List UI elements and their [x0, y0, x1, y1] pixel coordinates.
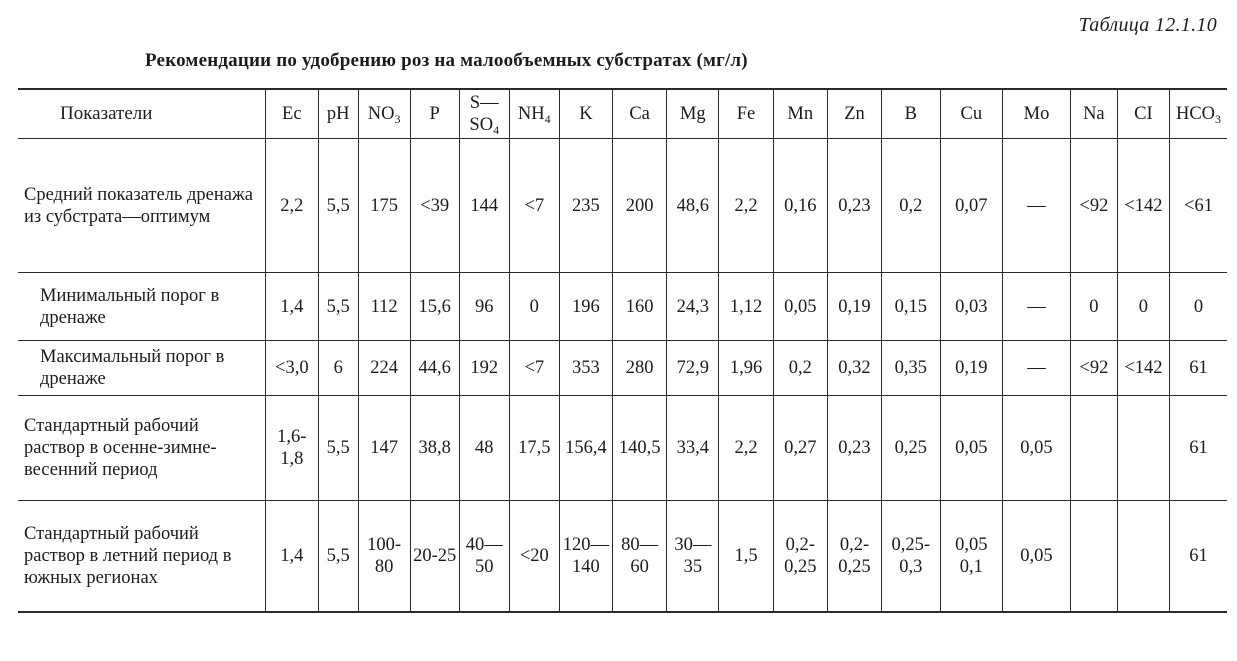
header-text: Na: [1083, 104, 1105, 124]
header-text: Cu: [960, 104, 983, 124]
header-cell-indicator: [18, 89, 265, 139]
table-number-label: Таблица 12.1.10: [1078, 14, 1217, 36]
value-cell: 175: [358, 139, 410, 273]
value-cell: 120—140: [559, 501, 612, 613]
header-cell-nh4: [509, 89, 559, 139]
header-text: Mg: [679, 104, 706, 124]
value-cell: 0,19: [827, 273, 881, 341]
header-text: NO: [367, 104, 395, 124]
value-cell: 147: [358, 396, 410, 501]
value-cell: 0,2-0,25: [827, 501, 881, 613]
row-label: Минимальный порог в дренаже: [18, 273, 265, 341]
value-cell: 353: [559, 341, 612, 396]
value-cell: 5,5: [318, 139, 358, 273]
header-cell-ca: [613, 89, 667, 139]
value-cell: 80—60: [613, 501, 667, 613]
value-cell: 0,2: [882, 139, 940, 273]
header-cell-k: [559, 89, 612, 139]
header-text: Ca: [629, 104, 650, 124]
value-cell: 24,3: [667, 273, 719, 341]
value-cell: 1,6-1,8: [265, 396, 318, 501]
header-cell-ci: [1117, 89, 1169, 139]
value-cell: 0,19: [940, 341, 1003, 396]
header-text: NH: [517, 104, 545, 124]
value-cell: 40—50: [459, 501, 509, 613]
value-cell: 17,5: [509, 396, 559, 501]
value-cell: 0: [1117, 273, 1169, 341]
table-row: [18, 501, 1227, 613]
table-title: Рекомендации по удобрению роз на малообъемных субстратах (мг/л): [145, 50, 748, 71]
value-cell: 0,15: [882, 273, 940, 341]
header-text: Показатели: [60, 103, 153, 124]
value-cell: 2,2: [265, 139, 318, 273]
table-row: [18, 139, 1227, 273]
header-subscript: 4: [493, 123, 500, 137]
value-cell: 0,05: [773, 273, 827, 341]
row-label: Максимальный порог в дренаже: [18, 341, 265, 396]
value-cell: 61: [1169, 501, 1227, 613]
value-cell: 235: [559, 139, 612, 273]
value-cell: 15,6: [410, 273, 459, 341]
value-cell: 33,4: [667, 396, 719, 501]
header-text: HCO: [1175, 104, 1216, 124]
header-text: B: [904, 104, 917, 124]
value-cell: 0,05: [940, 396, 1003, 501]
value-cell: 1,96: [719, 341, 773, 396]
value-cell: 0,16: [773, 139, 827, 273]
fertilizer-table: [18, 88, 1227, 613]
value-cell: 0,05: [1003, 501, 1071, 613]
header-cell-mo: [1003, 89, 1071, 139]
value-cell: <20: [509, 501, 559, 613]
header-subscript: 4: [544, 112, 551, 126]
value-cell: 0: [1070, 273, 1117, 341]
value-cell: [1117, 396, 1169, 501]
header-cell-ec: [265, 89, 318, 139]
header-cell-na: [1070, 89, 1117, 139]
header-text: Fe: [736, 104, 756, 124]
value-cell: 0,32: [827, 341, 881, 396]
value-cell: 20-25: [410, 501, 459, 613]
value-cell: 61: [1169, 396, 1227, 501]
header-text: pH: [326, 104, 350, 124]
header-text: Ec: [282, 104, 302, 124]
value-cell: 156,4: [559, 396, 612, 501]
value-cell: [1070, 501, 1117, 613]
value-cell: 44,6: [410, 341, 459, 396]
header-subscript: 3: [1215, 112, 1222, 126]
value-cell: 192: [459, 341, 509, 396]
value-cell: 200: [613, 139, 667, 273]
table-row: [18, 273, 1227, 341]
value-cell: 0,35: [882, 341, 940, 396]
value-cell: <92: [1070, 139, 1117, 273]
value-cell: 72,9: [667, 341, 719, 396]
row-label: Стандартный рабочий раствор в летний период в южных регионах: [18, 501, 265, 613]
value-cell: 5,5: [318, 273, 358, 341]
header-cell-no3: [358, 89, 410, 139]
value-cell: <142: [1117, 139, 1169, 273]
header-cell-p: [410, 89, 459, 139]
header-cell-mn: [773, 89, 827, 139]
header-text: Zn: [844, 104, 865, 124]
value-cell: 144: [459, 139, 509, 273]
value-cell: 5,5: [318, 501, 358, 613]
value-cell: 224: [358, 341, 410, 396]
value-cell: 30—35: [667, 501, 719, 613]
value-cell: [1070, 396, 1117, 501]
value-cell: 0,23: [827, 139, 881, 273]
value-cell: 0,05 0,1: [940, 501, 1003, 613]
value-cell: —: [1003, 341, 1071, 396]
value-cell: 0,2-0,25: [773, 501, 827, 613]
value-cell: <3,0: [265, 341, 318, 396]
row-label: Стандартный рабочий раствор в осенне-зимне-весенний период: [18, 396, 265, 501]
header-text: Mn: [787, 104, 814, 124]
value-cell: <7: [509, 139, 559, 273]
value-cell: 0,03: [940, 273, 1003, 341]
value-cell: 0,23: [827, 396, 881, 501]
value-cell: 0,25-0,3: [882, 501, 940, 613]
value-cell: <61: [1169, 139, 1227, 273]
value-cell: 0,25: [882, 396, 940, 501]
value-cell: 61: [1169, 341, 1227, 396]
header-cell-cu: [940, 89, 1003, 139]
header-cell-s-so4: [459, 89, 509, 139]
value-cell: 5,5: [318, 396, 358, 501]
value-cell: [1117, 501, 1169, 613]
header-text: CI: [1134, 104, 1153, 124]
table-row: [18, 341, 1227, 396]
value-cell: 0: [1169, 273, 1227, 341]
value-cell: 1,12: [719, 273, 773, 341]
header-cell-zn: [827, 89, 881, 139]
table-row: [18, 396, 1227, 501]
value-cell: 1,4: [265, 501, 318, 613]
header-row: [18, 89, 1227, 139]
value-cell: 160: [613, 273, 667, 341]
value-cell: 96: [459, 273, 509, 341]
header-cell-mg: [667, 89, 719, 139]
value-cell: 100-80: [358, 501, 410, 613]
header-text: K: [579, 104, 593, 124]
header-cell-hco3: [1169, 89, 1227, 139]
value-cell: —: [1003, 139, 1071, 273]
header-cell-b: [882, 89, 940, 139]
value-cell: 0: [509, 273, 559, 341]
value-cell: 0,05: [1003, 396, 1071, 501]
value-cell: <39: [410, 139, 459, 273]
value-cell: 6: [318, 341, 358, 396]
value-cell: 196: [559, 273, 612, 341]
value-cell: 48,6: [667, 139, 719, 273]
header-text: Mo: [1023, 104, 1050, 124]
header-text: P: [429, 104, 440, 124]
header-text: S—SO: [469, 93, 499, 135]
row-label: Средний показатель дренажа из субстрата—оптимум: [18, 139, 265, 273]
value-cell: 48: [459, 396, 509, 501]
value-cell: <7: [509, 341, 559, 396]
value-cell: <92: [1070, 341, 1117, 396]
value-cell: —: [1003, 273, 1071, 341]
value-cell: 2,2: [719, 396, 773, 501]
value-cell: 280: [613, 341, 667, 396]
value-cell: 1,5: [719, 501, 773, 613]
value-cell: 1,4: [265, 273, 318, 341]
value-cell: 2,2: [719, 139, 773, 273]
header-subscript: 3: [394, 112, 401, 126]
value-cell: 38,8: [410, 396, 459, 501]
value-cell: <142: [1117, 341, 1169, 396]
header-cell-fe: [719, 89, 773, 139]
header-cell-ph: [318, 89, 358, 139]
value-cell: 0,27: [773, 396, 827, 501]
value-cell: 0,2: [773, 341, 827, 396]
value-cell: 140,5: [613, 396, 667, 501]
value-cell: 0,07: [940, 139, 1003, 273]
value-cell: 112: [358, 273, 410, 341]
